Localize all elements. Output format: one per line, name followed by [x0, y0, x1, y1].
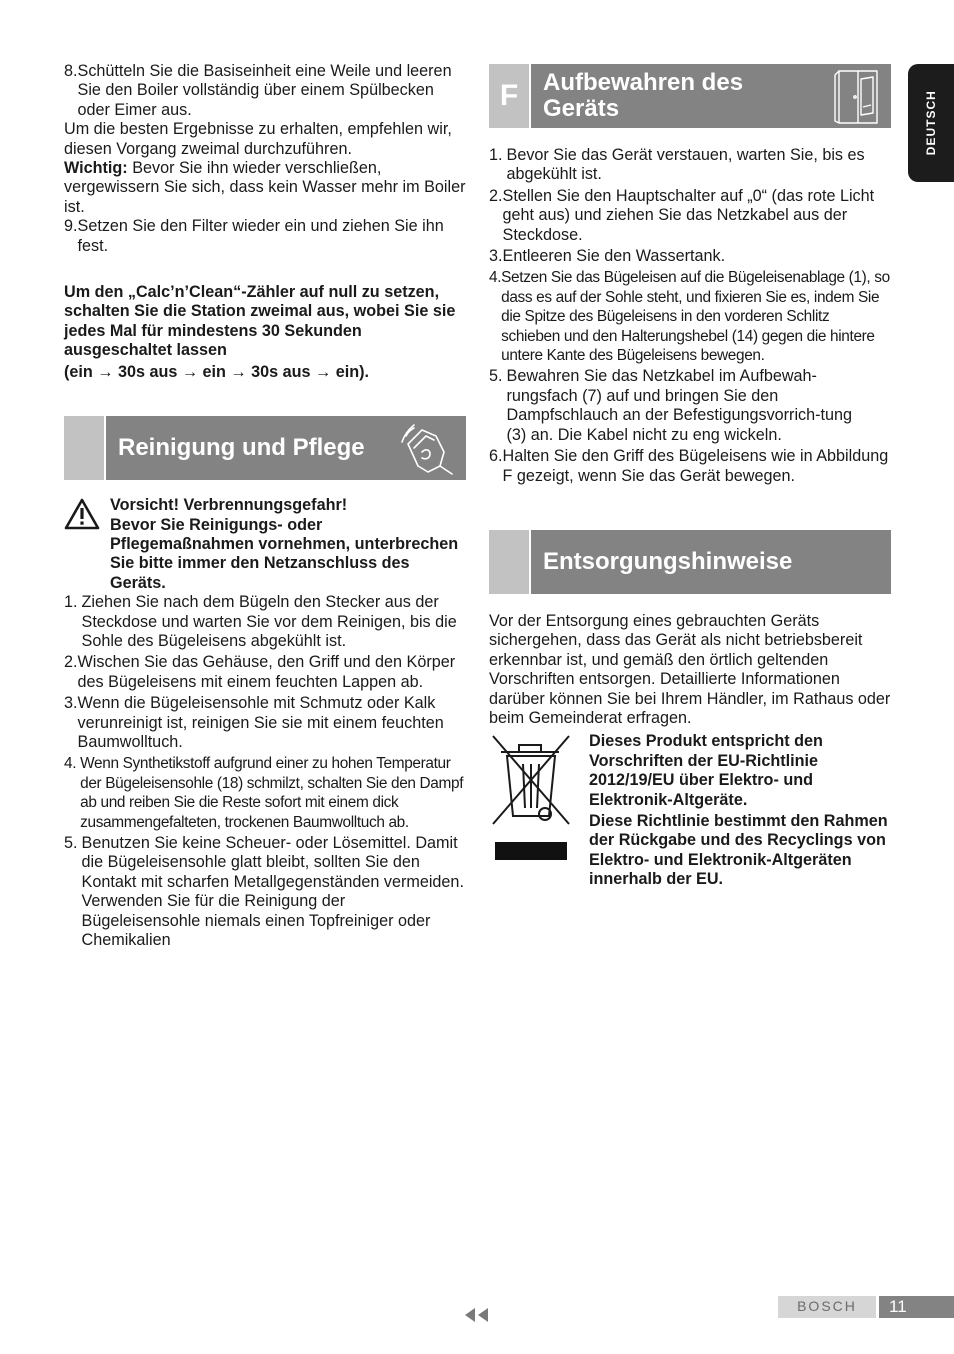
cleaning-item-4 — [64, 754, 466, 832]
disposal-intro: Vor der Entsorgung eines gebrauchten Geräts sichergehen, dass das Gerät als nicht betriebsbereit erkennbar ist, und gemäß den örtlich geltenden Vorschriften entsorgen. Detaillierte Informationen darüber können Sie bei Ihrem Händler, im Rathaus oder beim Gemeinderat erfragen. — [489, 611, 891, 727]
warning-triangle-icon — [64, 496, 110, 593]
cleaning-item-2 — [64, 653, 466, 692]
list-text: Schütteln Sie die Basiseinheit eine Weile und leeren Sie den Boiler vollständig über einem Spülbecken oder Eimer aus. — [77, 62, 452, 119]
list-number: 5. — [489, 367, 503, 386]
weee-text-2: Diese Richtlinie bestimmt den Rahmen der Rückgabe und des Recyclings von Elektro- und Elektronik-Altgeräten innerhalb der EU. — [589, 811, 888, 889]
list-number: 9. — [64, 217, 78, 236]
double-arrow-left-icon[interactable] — [463, 1307, 491, 1328]
important-note — [64, 159, 466, 217]
list-text: Wenn die Bügeleisensohle mit Schmutz oder Kalk verunreinigt ist, reinigen Sie sie mit einem feuchten Baumwolltuch. — [77, 694, 444, 751]
list-text: Benutzen Sie keine Scheuer- oder Lösemittel. Damit die Bügeleisensohle glatt bleibt, sollten Sie den Kontakt mit scharfen Metallgegenständen vermeiden. Verwenden Sie für die Reinigung der Bügeleisensohle niemals einen Topfreiniger oder Chemikalien — [81, 834, 464, 950]
page-number: 11 — [879, 1296, 954, 1318]
burn-warning — [64, 496, 466, 593]
weee-notice — [489, 732, 891, 889]
important-text: Bevor Sie ihn wieder verschließen, vergewissern Sie sich, dass kein Wasser mehr im Boiler ist. — [64, 159, 466, 216]
language-tab-label: DEUTSCH — [923, 90, 938, 156]
cleaning-item-3 — [64, 694, 466, 752]
storage-item-1 — [489, 146, 891, 185]
storage-item-4 — [489, 268, 891, 365]
storage-item-2 — [489, 187, 891, 245]
list-text: Entleeren Sie den Wassertank. — [502, 247, 726, 266]
list-number: 1. — [489, 146, 503, 164]
language-tab — [908, 64, 954, 182]
list-number: 2. — [64, 653, 78, 672]
figure-letter: F — [489, 64, 531, 128]
disposal-section-title: Entsorgungshinweise — [543, 547, 793, 575]
counter-reset-sequence: (ein → 30s aus → ein → 30s aus → ein). — [64, 362, 369, 381]
storage-item-3 — [489, 247, 891, 266]
storage-item-5 — [489, 367, 891, 445]
list-text: Wischen Sie das Gehäuse, den Griff und den Körper des Bügeleisens mit einem feuchten Lappen ab. — [77, 653, 456, 691]
cleaning-item-5 — [64, 834, 466, 950]
storage-section-title: Aufbewahren des Geräts — [543, 69, 744, 122]
cleaning-section-banner — [64, 416, 466, 480]
cleaning-item-1 — [64, 593, 466, 651]
list-item-8 — [64, 62, 466, 120]
right-column — [489, 64, 891, 890]
list-text: Bevor Sie das Gerät verstauen, warten Sie, bis es abgekühlt ist. — [506, 146, 865, 184]
weee-text-1: Dieses Produkt entspricht den Vorschriften der EU-Richtlinie 2012/19/EU über Elektro- und Elektronik-Altgeräte. — [589, 732, 823, 809]
important-label: Wichtig: — [64, 159, 128, 178]
cleaning-section-title: Reinigung und Pflege — [118, 434, 365, 462]
warning-title: Vorsicht! Verbrennungsgefahr! — [110, 496, 348, 515]
list-number: 5. — [64, 834, 78, 852]
list-text: Halten Sie den Griff des Bügeleisens wie in Abbildung F gezeigt, wenn Sie das Gerät bewegen. — [502, 447, 889, 485]
warning-text: Bevor Sie Reinigungs- oder Pflegemaßnahmen vornehmen, unterbrechen Sie bitte immer den Netzanschluss des Geräts. — [110, 515, 459, 592]
crossed-out-wheelie-bin-icon — [489, 732, 589, 889]
storage-item-6 — [489, 447, 891, 486]
list-text: Bewahren Sie das Netzkabel im Aufbewah-rungsfach (7) auf und bringen Sie den Dampfschlauch an der Befestigungsvorrich-tung (3) an. Die Kabel nicht zu eng wickeln. — [506, 367, 853, 444]
left-column — [64, 62, 466, 950]
results-paragraph: Um die besten Ergebnisse zu erhalten, empfehlen wir, diesen Vorgang zweimal durchzuführen. — [64, 120, 452, 158]
list-text: Wenn Synthetikstoff aufgrund einer zu hohen Temperatur der Bügeleisensohle (18) schmilzt, schalten Sie den Dampf ab und reiben Sie die Reste sofort mit einem dick zusammengefalteten, trockenen Baumwolltuch ab. — [80, 755, 464, 831]
list-number: 1. — [64, 593, 78, 612]
banner-tab — [64, 416, 106, 480]
list-number: 2. — [489, 186, 503, 205]
disposal-section-banner — [489, 530, 891, 594]
list-item-9 — [64, 217, 466, 256]
cleaning-hand-icon — [400, 422, 458, 481]
list-number: 8. — [64, 62, 78, 80]
list-number: 3. — [64, 694, 78, 713]
list-number: 3. — [489, 247, 503, 266]
list-text: Ziehen Sie nach dem Bügeln den Stecker aus der Steckdose und warten Sie vor dem Reinigen, bis die Sohle des Bügeleisens abgekühlt ist. — [81, 593, 457, 650]
footer-brand: BOSCH — [778, 1296, 876, 1318]
list-text: Setzen Sie das Bügeleisen auf die Bügeleisenablage (1), so dass es auf der Sohle steht, und fixieren Sie es, indem Sie die Spitze des Bügeleisens in den vorderen Schlitz schieben und den Halterungshebel (14) gegen die hintere untere Kante des Bügeleisens bewegen. — [501, 269, 890, 365]
list-number: 4. — [489, 269, 502, 287]
banner-tab — [489, 530, 531, 594]
list-number: 6. — [489, 447, 503, 466]
list-text: Stellen Sie den Hauptschalter auf „0“ (das rote Licht geht aus) und ziehen Sie das Netzkabel aus der Steckdose. — [502, 186, 875, 244]
storage-cabinet-icon — [833, 67, 883, 130]
storage-section-banner — [489, 64, 891, 128]
list-text: Setzen Sie den Filter wieder ein und ziehen Sie ihn fest. — [77, 217, 444, 255]
list-number: 4. — [64, 755, 77, 773]
counter-reset-instructions: Um den „Calc’n’Clean“-Zähler auf null zu setzen, schalten Sie die Station zweimal aus, wobei Sie sie jedes Mal für mindestens 30 Sekunden ausgeschaltet lassen — [64, 283, 456, 360]
